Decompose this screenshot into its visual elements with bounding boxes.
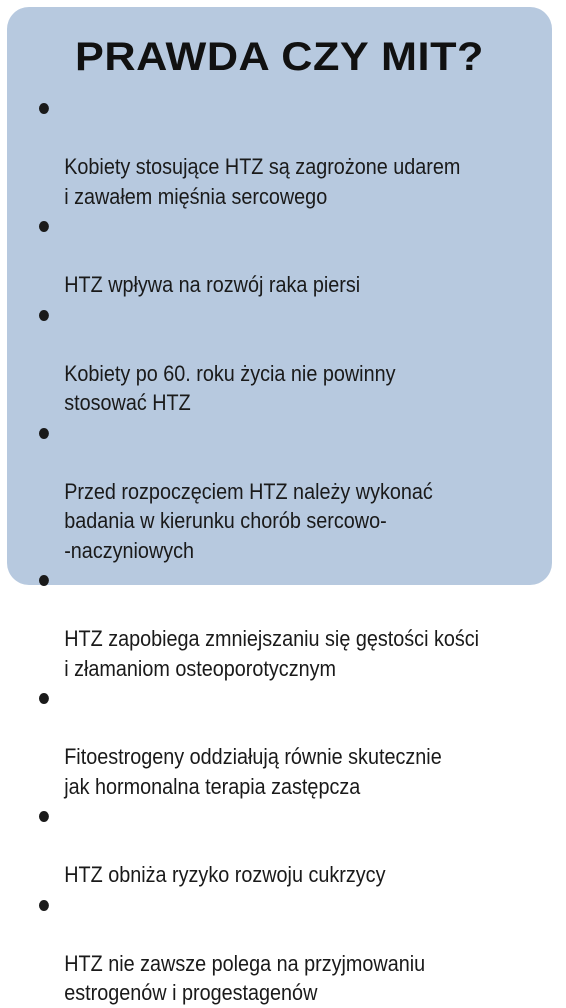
list-item bbox=[39, 565, 564, 683]
list-item bbox=[39, 683, 564, 801]
list-item bbox=[39, 890, 564, 1008]
list-item bbox=[39, 93, 564, 211]
list-item-text: HTZ wpływa na rozwój raka piersi bbox=[64, 272, 361, 297]
statement-list bbox=[39, 93, 539, 1008]
bullet-icon bbox=[39, 221, 49, 232]
list-item bbox=[39, 300, 564, 418]
panel-title: PRAWDA CZY MIT? bbox=[75, 35, 484, 79]
info-panel bbox=[7, 7, 552, 1005]
bullet-icon bbox=[39, 693, 49, 704]
bullet-icon bbox=[39, 103, 49, 114]
list-item-text: Kobiety stosujące HTZ są zagrożone udarem i zawałem mięśnia sercowego bbox=[64, 154, 461, 209]
bullet-icon bbox=[39, 811, 49, 822]
bullet-icon bbox=[39, 310, 49, 321]
list-item bbox=[39, 801, 564, 890]
list-item bbox=[39, 211, 564, 300]
list-item-text: Fitoestrogeny oddziałują równie skutecznie jak hormonalna terapia zastępcza bbox=[64, 744, 442, 799]
list-item bbox=[39, 418, 564, 566]
list-item-text: HTZ nie zawsze polega na przyjmowaniu estrogenów i progestagenów bbox=[64, 950, 426, 1005]
bullet-icon bbox=[39, 575, 49, 586]
list-item-text: Kobiety po 60. roku życia nie powinny stosować HTZ bbox=[64, 360, 396, 415]
bullet-icon bbox=[39, 900, 49, 911]
bullet-icon bbox=[39, 428, 49, 439]
list-item-text: Przed rozpoczęciem HTZ należy wykonać badania w kierunku chorób sercowo- -naczyniowych bbox=[64, 478, 433, 563]
list-item-text: HTZ zapobiega zmniejszaniu się gęstości kości i złamaniom osteoporotycznym bbox=[64, 626, 480, 681]
list-item-text: HTZ obniża ryzyko rozwoju cukrzycy bbox=[64, 862, 386, 887]
